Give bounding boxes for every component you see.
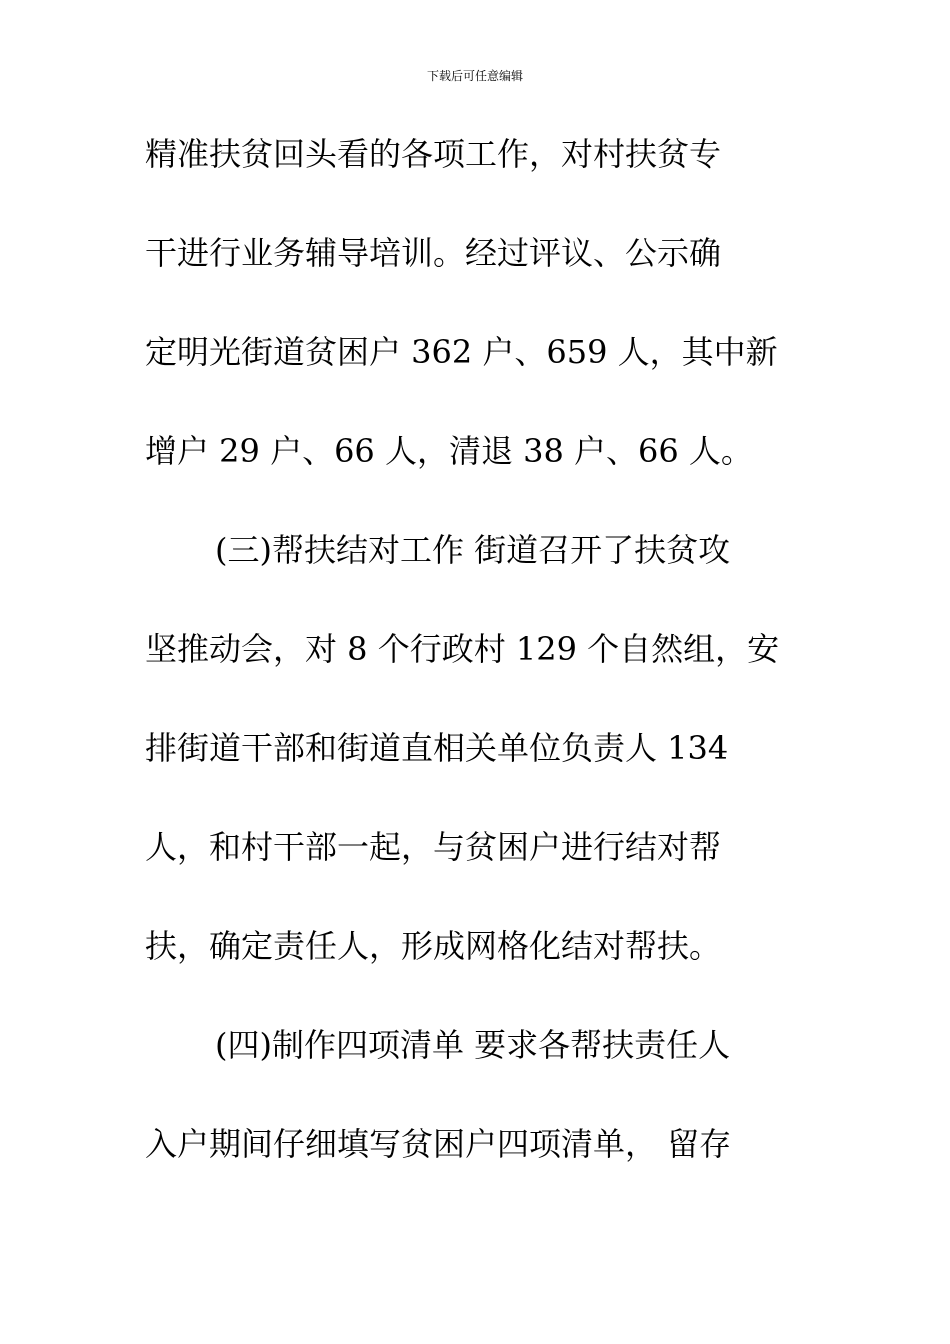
text-line-11: 入户期间仔细填写贫困户四项清单， 留存 [145,1125,732,1163]
text-line-7: 排街道干部和街道直相关单位负责人 134 [145,729,729,767]
text-line-9: 扶，确定责任人，形成网格化结对帮扶。 [145,927,722,965]
text-line-4: 增户 29 户、66 人，清退 38 户、66 人。 [145,432,753,470]
text-line-1: 精准扶贫回头看的各项工作，对村扶贫专 [145,135,722,173]
header-note: 下载后可任意编辑 [426,69,523,83]
text-line-3: 定明光街道贫困户 362 户、659 人，其中新 [145,333,778,371]
text-line-8: 人，和村干部一起，与贫困户进行结对帮 [145,828,722,866]
text-line-6: 坚推动会，对 8 个行政村 129 个自然组，安 [145,630,780,668]
text-line-2: 干进行业务辅导培训。经过评议、公示确 [145,234,722,272]
text-line-10-section-heading: (四)制作四项清单 要求各帮扶责任人 [215,1026,731,1064]
text-line-5-section-heading: (三)帮扶结对工作 街道召开了扶贫攻 [215,531,731,569]
document-body [145,124,815,1213]
